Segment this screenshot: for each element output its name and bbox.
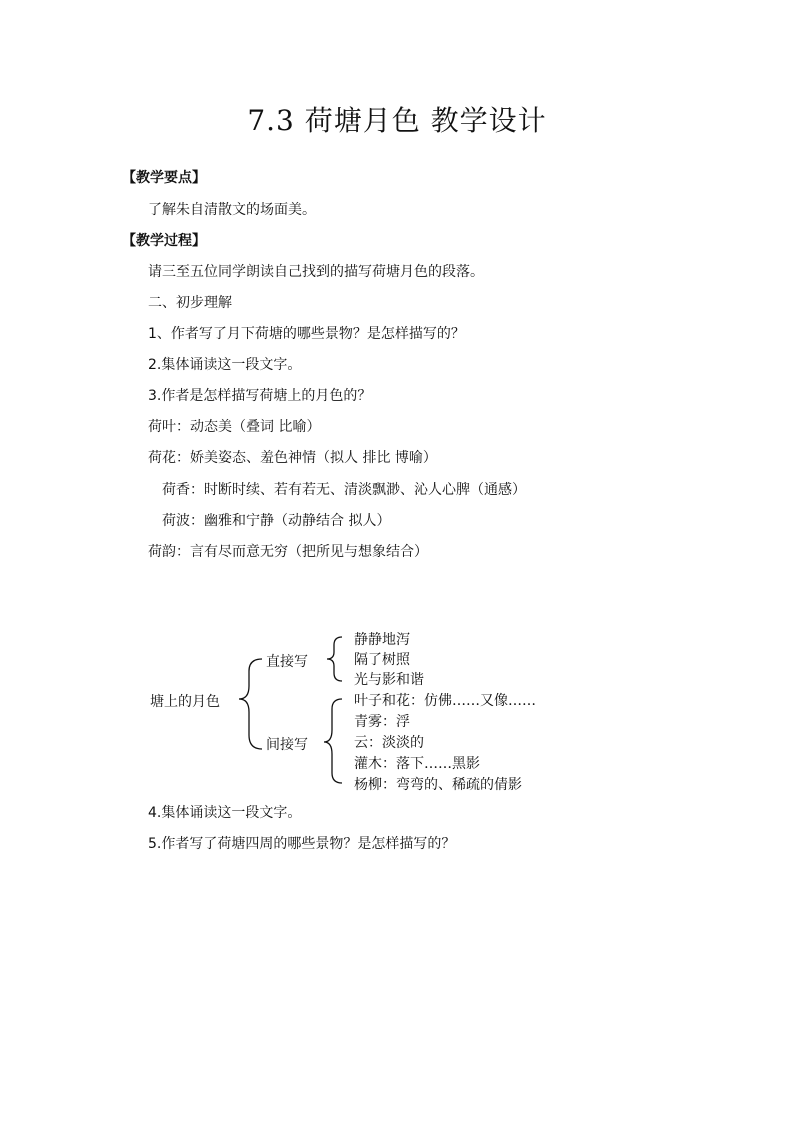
branch-item: 杨柳：弯弯的、稀疏的倩影: [354, 777, 522, 793]
paragraph: 荷波：幽雅和宁静（动静结合 拟人）: [162, 513, 391, 529]
paragraph: 荷韵：言有尽而意无穷（把所见与想象结合）: [148, 544, 428, 560]
paragraph: 1、作者写了月下荷塘的哪些景物？是怎样描写的？: [148, 326, 465, 342]
paragraph: 了解朱自清散文的场面美。: [148, 202, 316, 218]
root-brace: [239, 659, 262, 749]
paragraph: 4.集体诵读这一段文字。: [148, 805, 302, 821]
branch-item: 静静地泻: [354, 632, 410, 648]
direct-brace: [327, 637, 342, 681]
branch-item: 光与影和谐: [354, 672, 424, 688]
branch-item: 青雾：浮: [354, 714, 410, 730]
paragraph: 2.集体诵读这一段文字。: [148, 357, 302, 373]
paragraph: 请三至五位同学朗读自己找到的描写荷塘月色的段落。: [148, 264, 484, 280]
paragraph: 荷花：娇美姿态、羞色神情（拟人 排比 博喻）: [148, 450, 437, 466]
branch-item: 叶子和花：仿佛……又像……: [354, 693, 536, 709]
branch-label-indirect: 间接写: [266, 737, 308, 753]
branch-item: 隔了树照: [354, 652, 410, 668]
section-heading-process: 【教学过程】: [122, 233, 206, 249]
document-title: 7.3 荷塘月色 教学设计: [247, 104, 547, 137]
branch-item: 灌木：落下……黑影: [354, 756, 480, 772]
paragraph: 二、初步理解: [148, 295, 232, 311]
paragraph: 5.作者写了荷塘四周的哪些景物？是怎样描写的？: [148, 836, 456, 852]
branch-label-direct: 直接写: [266, 654, 308, 670]
paragraph: 荷香：时断时续、若有若无、清淡飘渺、沁人心脾（通感）: [162, 482, 526, 498]
indirect-brace: [324, 699, 342, 783]
branch-item: 云：淡淡的: [354, 735, 424, 751]
paragraph: 3.作者是怎样描写荷塘上的月色的？: [148, 388, 372, 404]
paragraph: 荷叶：动态美（叠词 比喻）: [148, 419, 321, 435]
diagram-root: 塘上的月色: [150, 694, 220, 710]
section-heading-key-points: 【教学要点】: [122, 170, 206, 186]
